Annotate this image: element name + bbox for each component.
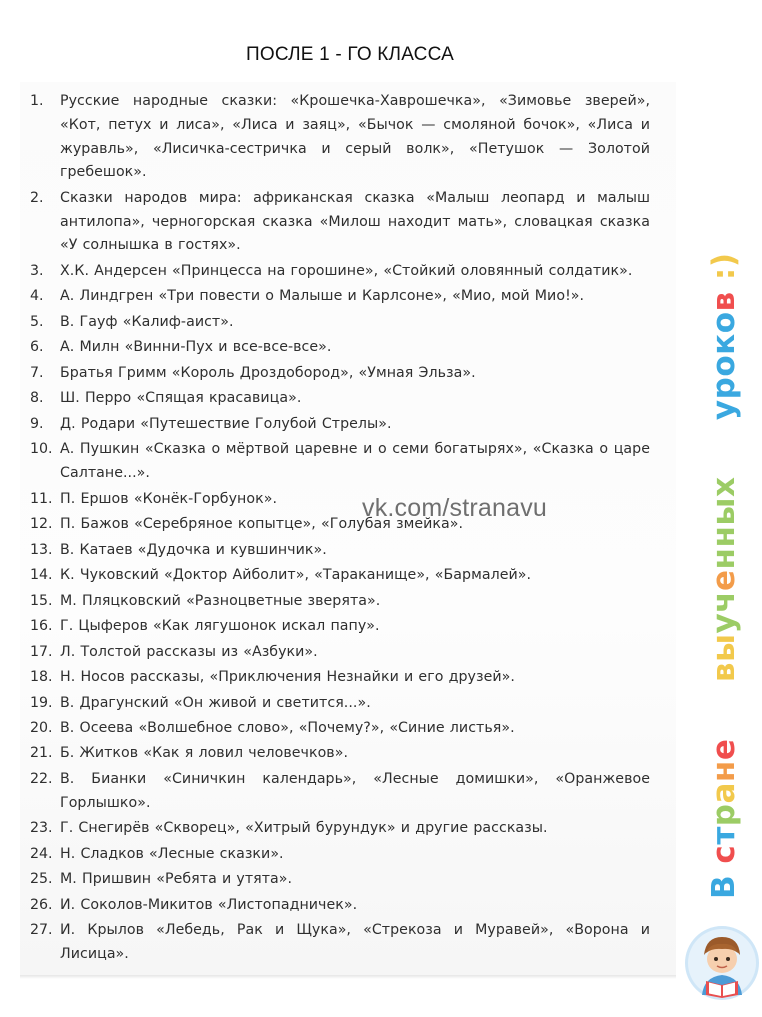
side-banner-letter: в — [706, 291, 742, 312]
side-banner-letter: р — [706, 803, 742, 827]
side-banner — [690, 96, 748, 906]
side-banner-letter: с — [706, 844, 742, 864]
list-item-text: Г. Снегирёв «Скворец», «Хитрый бурундук» и другие рассказы. — [60, 820, 548, 837]
list-item — [26, 615, 650, 639]
side-banner-label — [706, 252, 742, 899]
list-item-number: 10. — [30, 441, 53, 458]
side-banner-letter: ы — [706, 497, 742, 526]
side-banner-letter: в — [706, 662, 742, 683]
side-banner-letter: о — [706, 354, 742, 377]
list-item-text: В. Драгунский «Он живой и светится...». — [60, 694, 371, 711]
scanned-page-shadow — [20, 975, 676, 979]
side-banner-letter: о — [706, 311, 742, 334]
list-item-number: 19. — [30, 694, 53, 711]
list-item-number: 20. — [30, 719, 53, 736]
list-item-number: 1. — [30, 93, 44, 109]
list-item-text: Сказки народов мира: африканская сказка «Малыш леопард и малыш антилопа», черногорская сказка «Милош находит мать», словацкая сказка «У солнышка в гостях». — [60, 189, 650, 254]
list-item — [26, 817, 650, 841]
list-item-number: 26. — [30, 896, 53, 913]
list-item-text: М. Пришвин «Ребята и утята». — [60, 871, 293, 888]
side-banner-letter: : — [706, 267, 742, 281]
list-item-number: 4. — [30, 288, 44, 305]
side-banner-letter: к — [706, 333, 742, 355]
reading-list — [26, 90, 650, 968]
list-item-number: 15. — [30, 592, 53, 609]
list-item-text: П. Бажов «Серебряное копытце», «Голубая змейка». — [60, 516, 464, 533]
list-item — [26, 90, 650, 185]
side-banner-letter: В — [706, 874, 742, 899]
side-banner-letter: у — [706, 612, 742, 634]
list-item-number: 23. — [30, 820, 53, 837]
list-item — [26, 336, 650, 360]
side-banner-letter: х — [706, 476, 742, 498]
side-banner-letter: н — [706, 760, 742, 783]
list-item-text: В. Гауф «Калиф-аист». — [60, 313, 234, 330]
side-banner-letter — [706, 682, 742, 738]
side-banner-letter: ) — [706, 252, 742, 268]
list-item-text: Н. Сладков «Лесные сказки». — [60, 845, 284, 862]
list-item-number: 22. — [30, 770, 53, 787]
list-item-text: К. Чуковский «Доктор Айболит», «Тараканище», «Бармалей». — [60, 567, 532, 584]
list-item — [26, 692, 650, 716]
list-item — [26, 539, 650, 563]
watermark-link: vk.com/stranavu — [362, 494, 548, 522]
list-item — [26, 513, 650, 537]
list-item-number: 2. — [30, 189, 44, 206]
list-item-text: М. Пляцковский «Разноцветные зверята». — [60, 592, 381, 609]
list-item — [26, 564, 650, 588]
list-item-number: 6. — [30, 339, 44, 356]
list-item-number: 24. — [30, 845, 53, 862]
list-item-number: 17. — [30, 643, 53, 660]
side-banner-letter: ы — [706, 633, 742, 663]
list-item-text: А. Милн «Винни-Пух и все-все-все». — [60, 339, 332, 356]
list-item — [26, 717, 650, 741]
list-item-text: Русские народные сказки: «Крошечка-Хаврошечка», «Зимовье зверей», «Кот, петух и лиса», «Лиса и заяц», «Бычок — смоляной бочок», «Лиса и журавль», «Лисичка-сестричка и серый волк», «Петушок — Золотой гребешок». — [60, 93, 650, 181]
list-item-text: А. Линдгрен «Три повести о Малыше и Карлсоне», «Мио, мой Мио!». — [60, 288, 585, 305]
list-item-number: 7. — [30, 364, 44, 381]
list-item-text: Ш. Перро «Спящая красавица». — [60, 390, 302, 407]
list-item-text: П. Ершов «Конёк-Горбунок». — [60, 490, 278, 507]
list-item-number: 9. — [30, 415, 44, 432]
list-item-text: Г. Цыферов «Как лягушонок искал папу». — [60, 618, 380, 635]
side-banner-letter — [706, 420, 742, 476]
side-banner-letter: е — [706, 569, 742, 591]
list-item-number: 14. — [30, 567, 53, 584]
list-item — [26, 285, 650, 309]
list-item — [26, 768, 650, 816]
list-item-number: 8. — [30, 390, 44, 407]
list-item-text: В. Катаев «Дудочка и кувшинчик». — [60, 541, 327, 558]
list-item-text: Б. Житков «Как я ловил человечков». — [60, 745, 349, 762]
list-item — [26, 919, 650, 967]
list-item — [26, 868, 650, 892]
list-item — [26, 666, 650, 690]
side-banner-letter: н — [706, 547, 742, 570]
list-item — [26, 362, 650, 386]
list-item — [26, 590, 650, 614]
list-item-text: В. Осеева «Волшебное слово», «Почему?», «Синие листья». — [60, 719, 515, 736]
side-banner-letter: а — [706, 782, 742, 804]
list-item — [26, 387, 650, 411]
list-item — [26, 742, 650, 766]
list-item — [26, 260, 650, 284]
side-banner-letter — [706, 280, 742, 291]
side-banner-letter: р — [706, 376, 742, 400]
list-item-number: 11. — [30, 490, 53, 507]
list-item — [26, 488, 650, 512]
list-item — [26, 311, 650, 335]
list-item-number: 5. — [30, 313, 44, 330]
list-item-text: И. Соколов-Микитов «Листопадничек». — [60, 896, 358, 913]
list-item-number: 13. — [30, 541, 53, 558]
list-item — [26, 438, 650, 486]
list-item-number: 16. — [30, 618, 53, 635]
list-item-number: 3. — [30, 262, 44, 279]
list-item — [26, 641, 650, 665]
side-banner-letter: у — [706, 399, 742, 421]
list-item-text: Братья Гримм «Король Дроздобород», «Умная Эльза». — [60, 364, 476, 381]
list-item-text: Н. Носов рассказы, «Приключения Незнайки и его друзей». — [60, 669, 515, 686]
list-item — [26, 894, 650, 918]
list-item-number: 27. — [30, 922, 53, 939]
list-item-number: 12. — [30, 516, 53, 533]
side-banner-letter: т — [706, 826, 742, 845]
list-item-number: 18. — [30, 669, 53, 686]
side-banner-letter: ч — [706, 590, 742, 613]
side-banner-letter — [706, 864, 742, 875]
list-item — [26, 413, 650, 437]
list-item-text: И. Крылов «Лебедь, Рак и Щука», «Стрекоза и Муравей», «Ворона и Лисица». — [60, 922, 650, 962]
list-item — [26, 187, 650, 258]
side-banner-text — [690, 96, 748, 906]
page-title: ПОСЛЕ 1 - ГО КЛАССА — [246, 44, 454, 65]
side-banner-letter: н — [706, 525, 742, 548]
list-item-number: 25. — [30, 871, 53, 888]
list-item — [26, 843, 650, 867]
side-banner-letter: е — [706, 738, 742, 761]
list-item-text: Х.К. Андерсен «Принцесса на горошине», «Стойкий оловянный солдатик». — [60, 262, 633, 279]
list-item-text: Л. Толстой рассказы из «Азбуки». — [60, 643, 318, 660]
list-item-number: 21. — [30, 745, 53, 762]
list-item-text: Д. Родари «Путешествие Голубой Стрелы». — [60, 415, 392, 432]
list-item-text: А. Пушкин «Сказка о мёртвой царевне и о семи богатырях», «Сказка о царе Салтане...». — [60, 441, 650, 482]
reading-boy-logo-icon — [684, 925, 760, 1001]
list-item-text: В. Бианки «Синичкин календарь», «Лесные домишки», «Оранжевое Горлышко». — [60, 770, 650, 811]
